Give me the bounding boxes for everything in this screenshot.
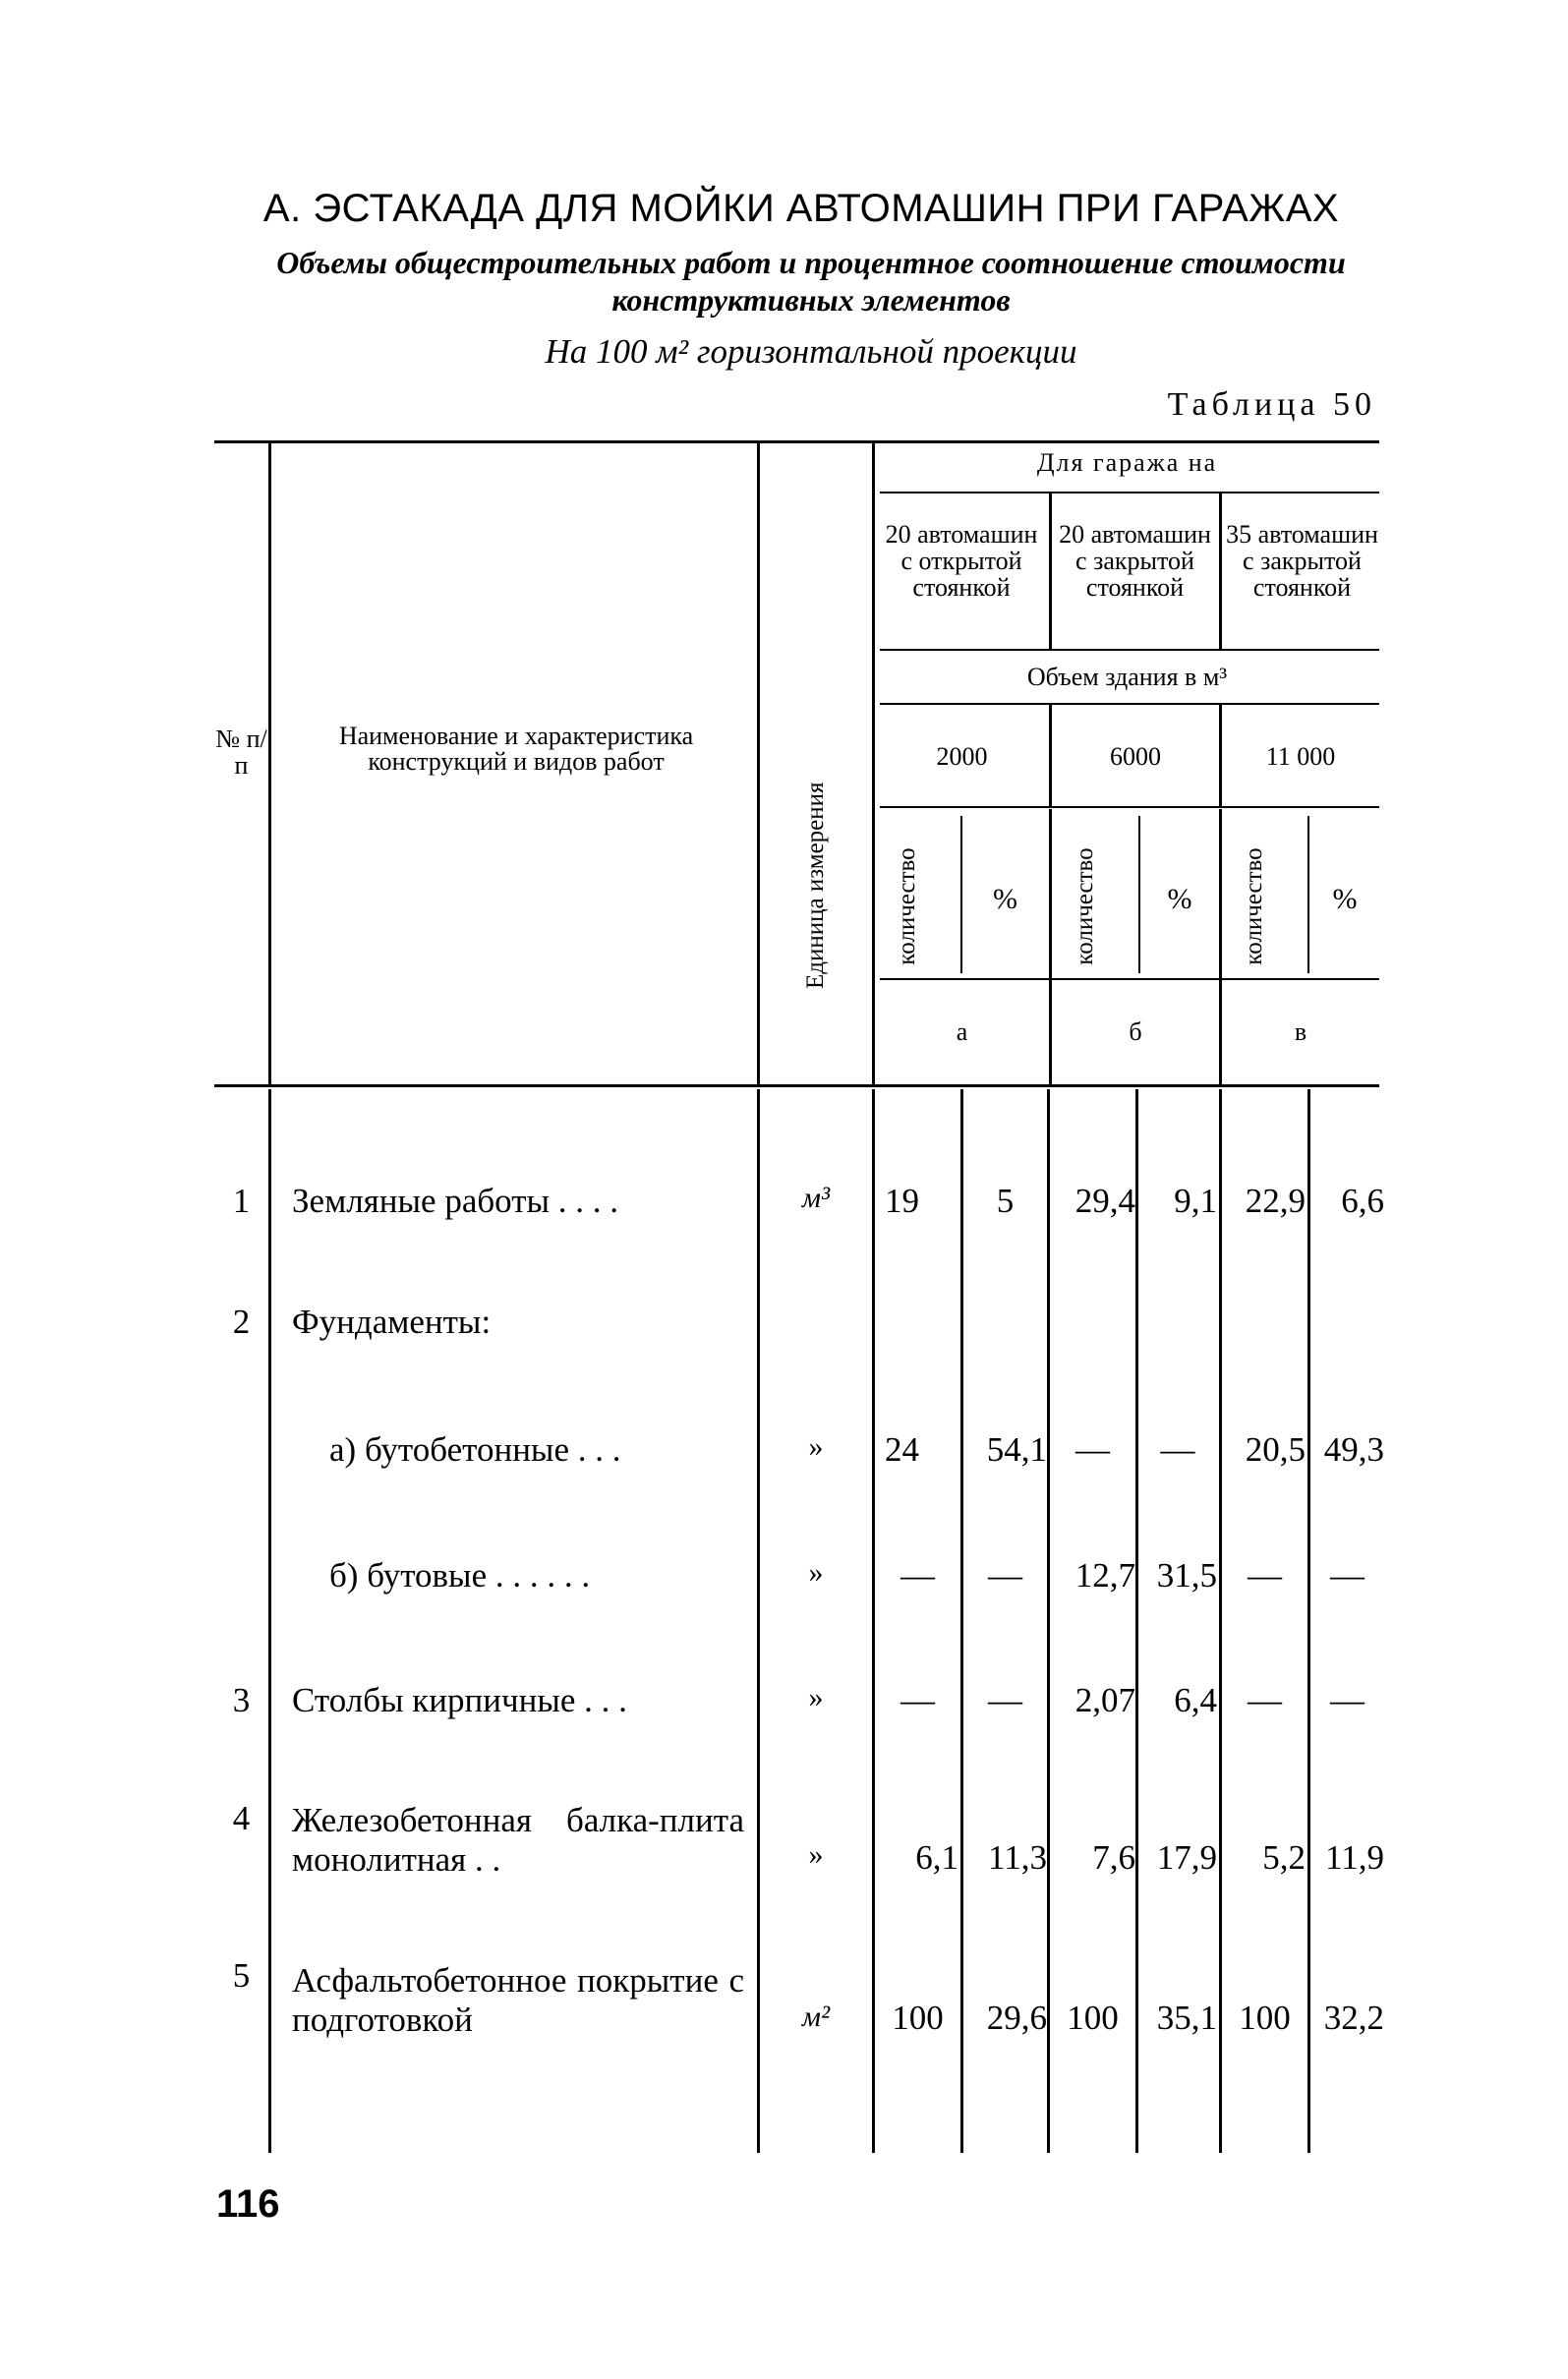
- row-a-qty: —: [900, 1556, 935, 1595]
- volume-label-rule: [880, 703, 1379, 705]
- row-b-pct: 35,1: [1156, 1999, 1217, 2037]
- row-c-qty: 100: [1239, 1999, 1291, 2037]
- row-a-pct: 5: [996, 1182, 1015, 1220]
- header-unit: Единица измерения: [802, 782, 829, 989]
- header-divider: [268, 442, 271, 1086]
- row-name: Железобетонная балка-плита монолитная . .: [292, 1801, 744, 1879]
- header-pct-c: %: [1332, 883, 1358, 915]
- row-c-pct: —: [1330, 1681, 1365, 1719]
- page-title: А. ЭСТАКАДА ДЛЯ МОЙКИ АВТОМАШИН ПРИ ГАРАЖАХ: [262, 187, 1340, 230]
- row-unit: »: [808, 1430, 824, 1463]
- body-divider: [1219, 1089, 1222, 2153]
- row-a-qty: 24: [885, 1430, 919, 1469]
- row-number: 3: [232, 1681, 251, 1719]
- row-c-pct: 6,6: [1341, 1182, 1384, 1220]
- header-divider: [1307, 816, 1309, 973]
- unit-note: На 100 м² горизонтальной проекции: [545, 332, 1077, 371]
- row-name: б) бутовые . . . . . .: [329, 1556, 591, 1595]
- row-a-pct: —: [988, 1556, 1022, 1595]
- row-a-pct: 11,3: [988, 1838, 1047, 1877]
- header-bottom-rule: [214, 1084, 1379, 1087]
- row-a-qty: —: [900, 1681, 935, 1719]
- row-a-qty: 6,1: [915, 1838, 958, 1877]
- body-divider: [268, 1089, 271, 2153]
- row-c-pct: —: [1330, 1556, 1365, 1595]
- letter-c: в: [1294, 1017, 1307, 1046]
- row-name: Фундаменты:: [292, 1303, 492, 1341]
- row-c-pct: 49,3: [1323, 1430, 1384, 1469]
- page-subtitle: Объемы общестроительных работ и процентное соотношение стоимости конструктивных элементов: [276, 245, 1346, 318]
- row-unit: м³: [801, 1182, 831, 1214]
- row-c-pct: 11,9: [1325, 1838, 1384, 1877]
- header-qty-c: количество: [1241, 847, 1267, 965]
- page-number: 116: [216, 2182, 280, 2226]
- row-b-pct: 31,5: [1156, 1556, 1217, 1595]
- table-label: Таблица 50: [1167, 386, 1376, 423]
- row-a-qty: 100: [892, 1999, 944, 2037]
- header-pct-b: %: [1167, 883, 1192, 915]
- group-rule: [880, 492, 1379, 493]
- row-name: Земляные работы . . . .: [292, 1182, 619, 1220]
- header-qty-b: количество: [1072, 847, 1098, 965]
- header-pct-a: %: [993, 883, 1017, 915]
- header-qty-a: количество: [894, 847, 920, 965]
- row-b-qty: 100: [1067, 1999, 1119, 2037]
- letter-b: б: [1129, 1017, 1142, 1046]
- row-b-qty: 29,4: [1074, 1182, 1135, 1220]
- body-divider: [757, 1089, 760, 2153]
- row-a-pct: 54,1: [986, 1430, 1047, 1469]
- row-unit: »: [808, 1681, 824, 1713]
- row-name: Асфальтобетонное покрытие с подготовкой: [292, 1961, 744, 2039]
- body-divider: [1307, 1089, 1310, 2153]
- row-unit: »: [808, 1838, 824, 1871]
- row-c-qty: —: [1248, 1556, 1282, 1595]
- row-unit: »: [808, 1556, 824, 1589]
- columns-rule: [880, 649, 1379, 651]
- row-a-pct: 29,6: [986, 1999, 1047, 2037]
- qty-pct-rule: [880, 978, 1379, 980]
- header-divider: [960, 816, 962, 973]
- row-a-pct: —: [988, 1681, 1022, 1719]
- header-divider: [1219, 492, 1222, 649]
- row-number: 5: [232, 1956, 251, 1995]
- row-number: 1: [232, 1182, 251, 1220]
- body-divider: [872, 1089, 875, 2153]
- volume-c: 11 000: [1265, 742, 1336, 771]
- row-b-pct: 6,4: [1174, 1681, 1217, 1719]
- header-volume-label: Объем здания в м³: [1026, 663, 1228, 691]
- row-b-qty: 2,07: [1074, 1681, 1135, 1719]
- row-b-qty: 7,6: [1092, 1838, 1135, 1877]
- header-column-b: 20 автомашин с закрытой стоянкой: [1059, 520, 1211, 602]
- row-b-pct: —: [1160, 1430, 1195, 1469]
- row-name: Столбы кирпичные . . .: [292, 1681, 627, 1719]
- row-number: 2: [232, 1303, 251, 1341]
- header-divider: [757, 442, 760, 1086]
- volumes-rule: [880, 806, 1379, 808]
- body-divider: [1047, 1089, 1050, 2153]
- row-b-qty: 12,7: [1074, 1556, 1135, 1595]
- row-c-qty: 22,9: [1245, 1182, 1306, 1220]
- body-divider: [1135, 1089, 1138, 2153]
- volume-a: 2000: [936, 742, 988, 771]
- row-b-pct: 9,1: [1174, 1182, 1217, 1220]
- header-divider: [1049, 492, 1052, 649]
- row-c-qty: 20,5: [1245, 1430, 1306, 1469]
- header-name: Наименование и характеристика конструкций и видов работ: [338, 722, 694, 776]
- row-c-qty: —: [1248, 1681, 1282, 1719]
- header-group: Для гаража на: [1036, 448, 1218, 477]
- header-num: № п/п: [215, 725, 267, 780]
- table-top-rule: [214, 440, 1379, 443]
- row-b-pct: 17,9: [1156, 1838, 1217, 1877]
- letter-a: а: [956, 1017, 968, 1046]
- header-column-a: 20 автомашин с открытой стоянкой: [885, 520, 1038, 602]
- row-a-qty: 19: [885, 1182, 919, 1220]
- row-c-pct: 32,2: [1323, 1999, 1384, 2037]
- row-unit: м²: [801, 2001, 831, 2033]
- row-c-qty: 5,2: [1262, 1838, 1306, 1877]
- row-name: а) бутобетонные . . .: [329, 1430, 621, 1469]
- volume-b: 6000: [1110, 742, 1161, 771]
- body-divider: [960, 1089, 963, 2153]
- header-column-c: 35 автомашин с закрытой стоянкой: [1226, 520, 1378, 602]
- row-b-qty: —: [1075, 1430, 1110, 1469]
- row-number: 4: [232, 1799, 251, 1837]
